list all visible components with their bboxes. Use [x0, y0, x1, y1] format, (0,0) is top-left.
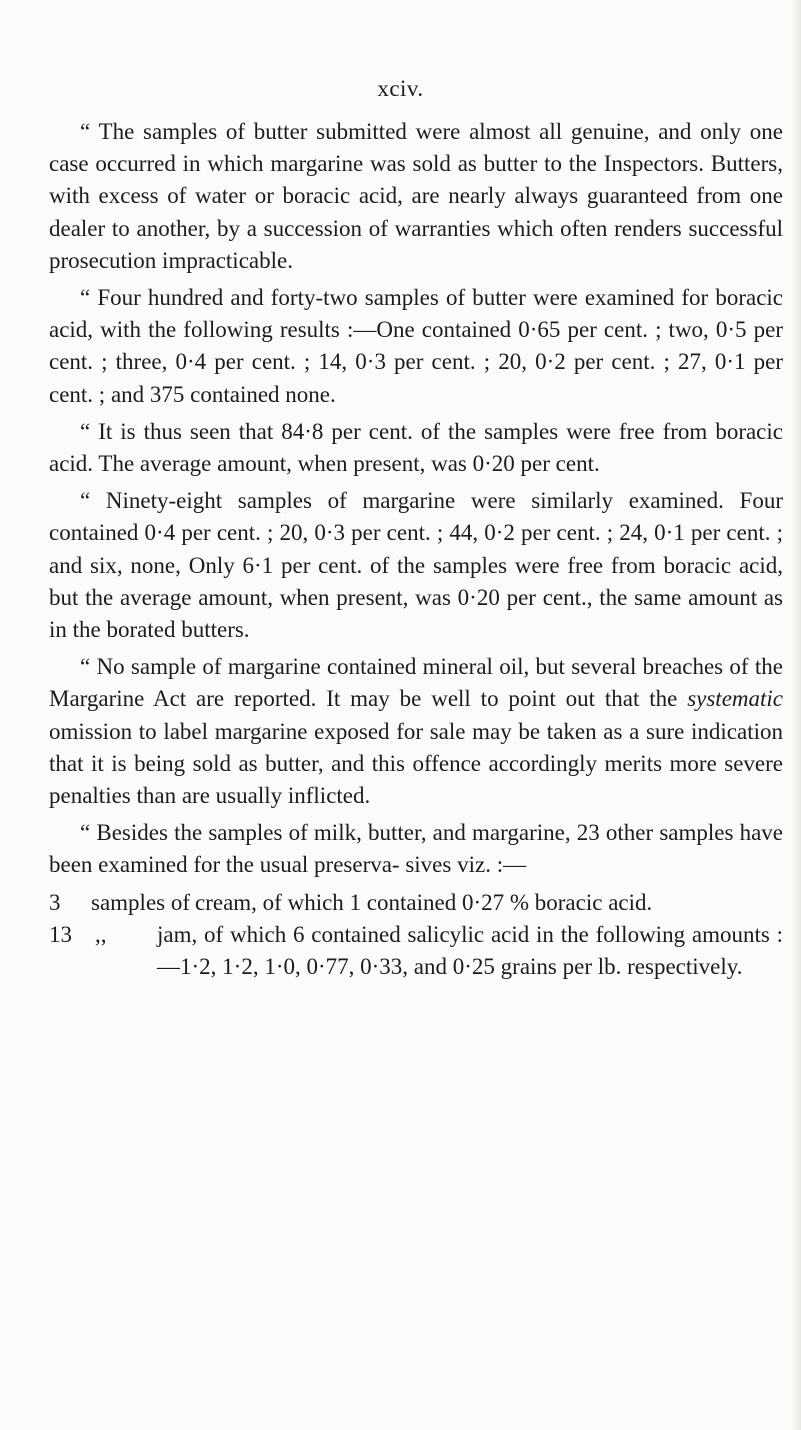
paragraph-butter-boracic-results: “ Four hundred and forty-two samples of butter were examined for boracic acid, with the following results :—One contained 0·65 per cent. ; two, 0·5 per cent. ; three, 0·4 per cent. ; 14, 0·3 per cent. ; 20, 0·2 per cent. ; 27, 0·1 per cent. ; and 375 contained none.	[49, 285, 783, 407]
paragraph-butter-genuine: “ The samples of butter submitted were almost all genuine, and only one case occurred in which margarine was sold as butter to the Inspectors. Butters, with excess of water or boracic acid, are nearly always guaranteed from one dealer to another, by a succession of warranties which often renders successful prosecution impracticable.	[49, 119, 783, 273]
page-edge-shadow	[791, 0, 801, 1430]
sample-count: 3	[49, 889, 61, 915]
sample-row-cream	[49, 887, 783, 919]
sample-description: cream, of which 1 contained 0·27 % boracic acid.	[195, 889, 653, 915]
italic-term: systematic	[687, 686, 783, 712]
sample-row-jam	[49, 919, 783, 983]
sample-list	[49, 887, 783, 984]
sample-unit: samples of	[91, 889, 191, 915]
sample-count: 13	[49, 921, 72, 947]
sample-description: jam, of which 6 contained salicylic acid in the following amounts :—1·2, 1·2, 1·0, 0·77, 0·33, and 0·25 grains per lb. respectively.	[157, 921, 783, 980]
ditto-mark: ,,	[95, 921, 107, 947]
paragraph-text-start: “ No sample of margarine contained mineral oil, but several breaches of the Margarine Act are reported. It may be well to point out that the	[49, 654, 783, 712]
body-text	[49, 116, 783, 983]
paragraph-butter-free-percent: “ It is thus seen that 84·8 per cent. of the samples were free from boracic acid. The average amount, when present, was 0·20 per cent.	[49, 418, 783, 477]
page-number: xciv.	[377, 76, 424, 101]
paragraph-other-samples: “ Besides the samples of milk, butter, and margarine, 23 other samples have been examined for the usual preserva- sives viz. :—	[49, 820, 783, 878]
paragraph-text-end: omission to label margarine exposed for sale may be taken as a sure indication that it is being sold as butter, and this offence accordingly merits more severe penalties than are usually inflicted.	[49, 718, 783, 809]
paragraph-margarine-examined: “ Ninety-eight samples of margarine were similarly examined. Four contained 0·4 per cent. ; 20, 0·3 per cent. ; 44, 0·2 per cent. ; 24, 0·1 per cent. ; and six, none, Only 6·1 per cent. of the samples were free from boracic acid, but the average amount, when present, was 0·20 per cent., the same amount as in the borated butters.	[49, 488, 783, 643]
paragraph-margarine-mineral-oil	[49, 651, 783, 812]
